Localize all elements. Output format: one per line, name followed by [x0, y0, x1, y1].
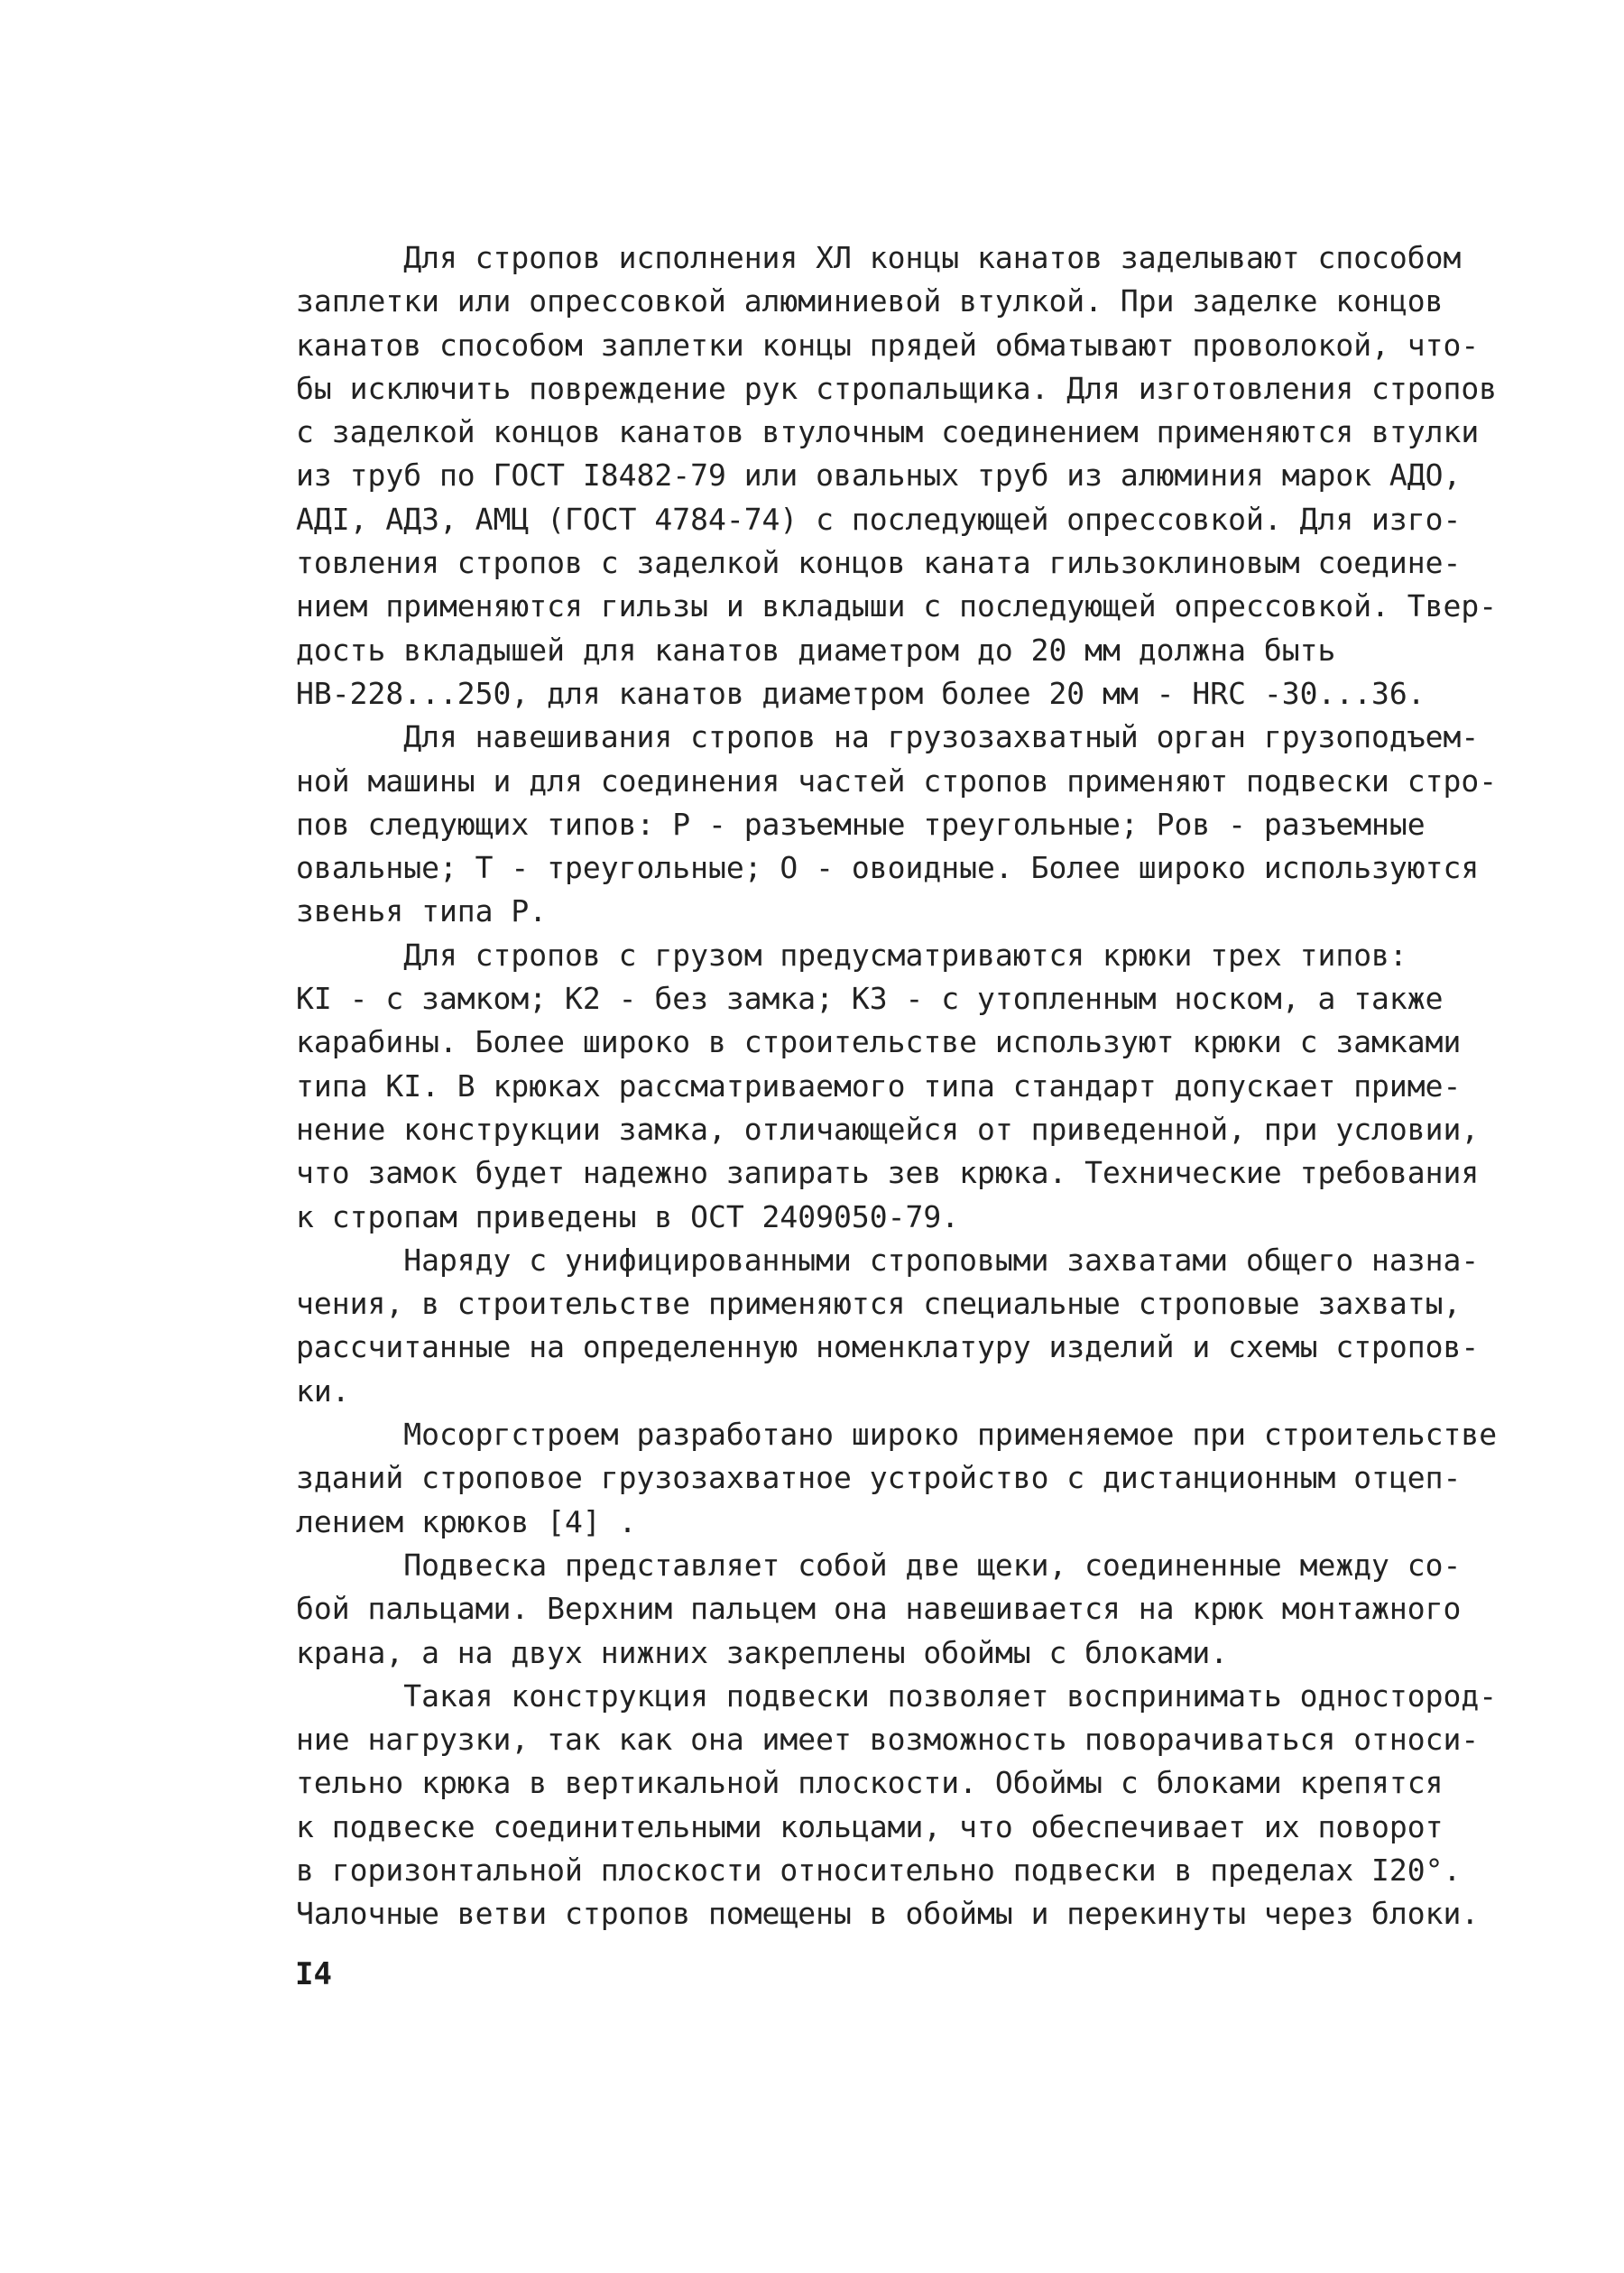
text-line: ние нагрузки, так как она имеет возможность поворачиваться относи-	[296, 1722, 1480, 1758]
text-line: бы исключить повреждение рук стропальщика. Для изготовления стропов	[296, 370, 1498, 406]
text-line: овальные; Т - треугольные; О - овоидные. Более широко используются	[296, 850, 1480, 886]
text-line: дость вкладышей для канатов диаметром до 20 мм должна быть	[296, 632, 1336, 668]
text-line: Для стропов исполнения ХЛ концы канатов заделывают способом	[296, 240, 1462, 275]
text-line: пов следующих типов: Р - разъемные треугольные; Pов - разъемные	[296, 806, 1426, 842]
text-line: Мосоргстроем разработано широко применяемое при строительстве	[296, 1417, 1498, 1453]
body-text	[296, 236, 1496, 1936]
text-line: лением крюков [4] .	[296, 1503, 637, 1539]
text-line: Для стропов с грузом предусматриваются крюки трех типов:	[296, 937, 1407, 973]
page-number: I4	[295, 1956, 332, 1992]
text-line: Чалочные ветви стропов помещены в обоймы и перекинуты через блоки.	[296, 1896, 1480, 1932]
text-line: Подвеска представляет собой две щеки, соединенные между со-	[296, 1547, 1462, 1583]
text-line: канатов способом заплетки концы прядей обматывают проволокой, что-	[296, 327, 1480, 363]
text-line: нение конструкции замка, отличающейся от приведенной, при условии,	[296, 1111, 1480, 1147]
text-line: к подвеске соединительными кольцами, что обеспечивает их поворот	[296, 1808, 1444, 1844]
text-line: АДI, АДЗ, АМЦ (ГОСТ 4784-74) с последующей опрессовкой. Для изго-	[296, 501, 1462, 537]
text-line: рассчитанные на определенную номенклатуру изделий и схемы стропов-	[296, 1329, 1480, 1365]
text-line: чения, в строительстве применяются специальные строповые захваты,	[296, 1286, 1462, 1322]
text-line: зданий строповое грузозахватное устройство с дистанционным отцеп-	[296, 1460, 1462, 1496]
text-line: бой пальцами. Верхним пальцем она навешивается на крюк монтажного	[296, 1591, 1462, 1627]
text-line: в горизонтальной плоскости относительно подвески в пределах I20°.	[296, 1852, 1462, 1888]
text-line: Наряду с унифицированными строповыми захватами общего назна-	[296, 1242, 1480, 1278]
text-line: карабины. Более широко в строительстве используют крюки с замками	[296, 1024, 1462, 1060]
text-line: НВ-228...250, для канатов диаметром более 20 мм - HRC -30...36.	[296, 675, 1426, 711]
text-line: нием применяются гильзы и вкладыши с последующей опрессовкой. Твер-	[296, 588, 1498, 624]
text-line: крана, а на двух нижних закреплены обоймы с блоками.	[296, 1634, 1229, 1670]
text-line: с заделкой концов канатов втулочным соединением применяются втулки	[296, 414, 1480, 450]
text-line: КI - с замком; К2 - без замка; К3 - с утопленным носком, а также	[296, 981, 1444, 1017]
text-line: что замок будет надежно запирать зев крюка. Технические требования	[296, 1155, 1480, 1191]
text-line: ки.	[296, 1372, 350, 1409]
text-line: заплетки или опрессовкой алюминиевой втулкой. При заделке концов	[296, 283, 1444, 319]
text-line: Такая конструкция подвески позволяет воспринимать одностород-	[296, 1677, 1498, 1714]
text-line: звенья типа Р.	[296, 893, 548, 929]
text-line: ной машины и для соединения частей стропов применяют подвески стро-	[296, 762, 1498, 799]
text-line: тельно крюка в вертикальной плоскости. Обоймы с блоками крепятся	[296, 1765, 1444, 1801]
text-line: Для навешивания стропов на грузозахватный орган грузоподъем-	[296, 719, 1480, 755]
text-line: типа КI. В крюках рассматриваемого типа стандарт допускает приме-	[296, 1067, 1462, 1104]
text-line: из труб по ГОСТ I8482-79 или овальных труб из алюминия марок АДО,	[296, 457, 1462, 494]
text-line: товления стропов с заделкой концов каната гильзоклиновым соедине-	[296, 545, 1462, 581]
text-line: к стропам приведены в ОСТ 2409050-79.	[296, 1198, 960, 1234]
